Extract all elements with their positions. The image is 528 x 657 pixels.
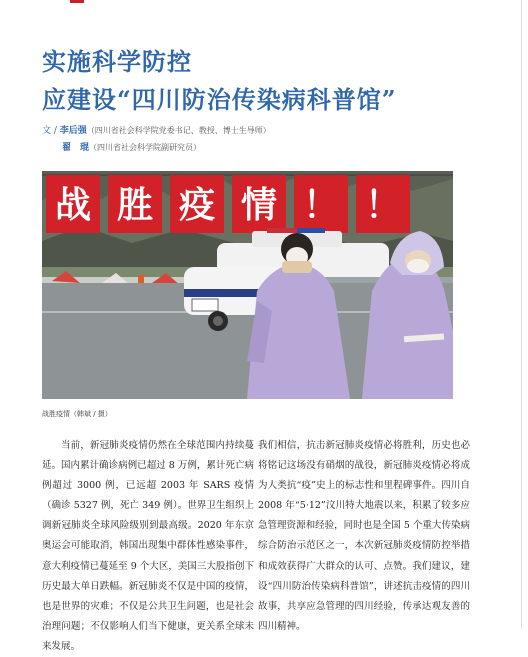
banner-char: ！ bbox=[364, 185, 402, 226]
author-name: 翟 琨 bbox=[62, 143, 90, 153]
banner-char: 战 bbox=[54, 185, 92, 226]
body-paragraph: 我们相信，抗击新冠肺炎疫情必将胜利，历史也必将铭记这场没有硝烟的战役，新冠肺炎疫情必将成为人类抗“疫”史上的标志性和里程碑事件。四川自 2008 年“5·12”汶川特大地震以来，积累了较多应急管理资源和经验，同时也是全国 5 个重大传染病综合防治示范区之一，本次新冠肺炎疫情防控举措和成效获得广大群众的认可、点赞。我们建议，建设“四川防治传染病科普馆”，讲述抗击疫情的四川故事，共享应急管理的四川经验，传承达观友善的四川精神。 bbox=[258, 440, 470, 632]
author-role: （四川省社会科学院副研究员） bbox=[89, 143, 202, 152]
body-paragraph: 当前，新冠肺炎疫情仍然在全球范围内持续蔓延。国内累计确诊病例已超过 8 万例，累计死亡病例超过 3000 例，已远超 2003 年 SARS 疫情（确诊 5327 例，死亡 349 例）。世界卫生组织上调新冠肺炎全球风险级别到最高级。2020 年东京奥运会可能取消，韩国出现集中群体性感染事件，意大利疫情已蔓延至 9 个大区，美国三大股指创下历史最大单日跌幅。新冠肺炎不仅是中国的疫情，也是世界的灾难；不仅是公共卫生问题，也是社会治理问题；不仅影响人们当下健康，更关系全球未来发展。 bbox=[42, 440, 254, 652]
author-name: 李后强 bbox=[59, 126, 87, 136]
author-byline-1 bbox=[42, 123, 271, 136]
author-role: （四川省社会科学院党委书记、教授、博士生导师） bbox=[86, 126, 271, 135]
banner-char: ！ bbox=[302, 185, 340, 226]
page-edge-rule bbox=[521, 0, 522, 629]
banner-char: 情 bbox=[240, 185, 278, 226]
body-column-right bbox=[258, 436, 470, 637]
byline-prefix: 文 / bbox=[42, 126, 60, 136]
photo-caption: 战胜疫情（韩斌 / 摄） bbox=[42, 410, 112, 418]
author-byline-2 bbox=[62, 140, 201, 153]
banner-char: 疫 bbox=[178, 185, 216, 226]
article-title-line-2: 应建设“四川防治传染病科普馆” bbox=[42, 85, 397, 114]
corner-accent bbox=[70, 0, 84, 3]
article-photo bbox=[42, 171, 453, 399]
article-title-line-1: 实施科学防控 bbox=[42, 47, 192, 76]
banner-char: 胜 bbox=[116, 185, 154, 226]
body-column-left bbox=[42, 436, 254, 657]
